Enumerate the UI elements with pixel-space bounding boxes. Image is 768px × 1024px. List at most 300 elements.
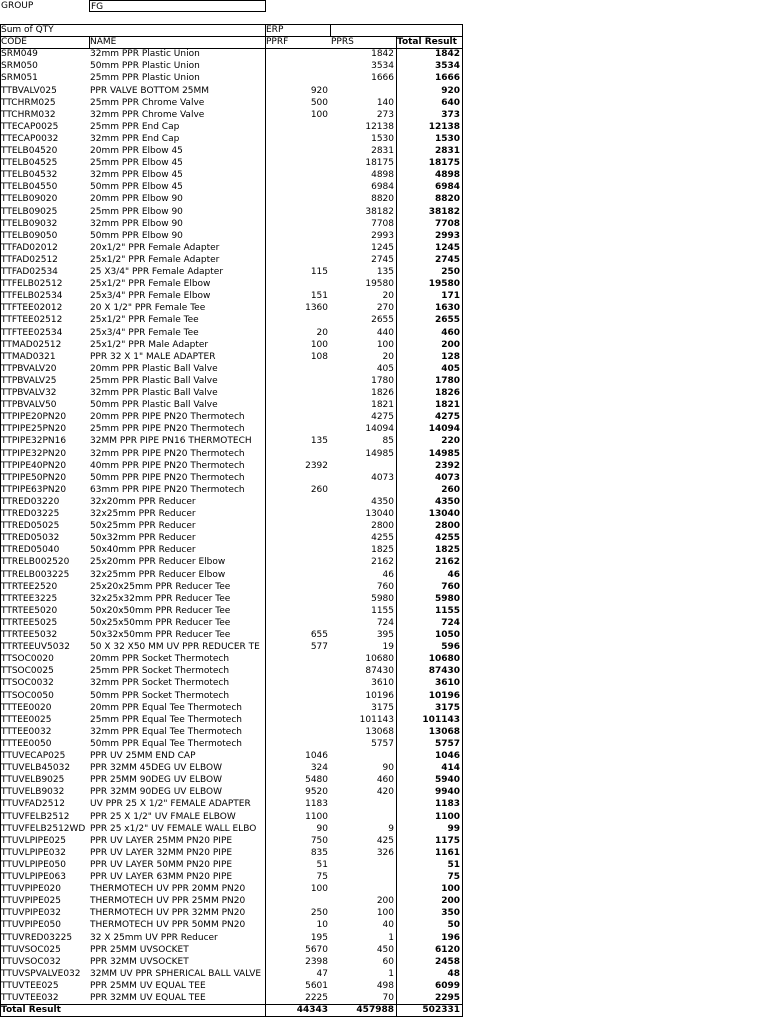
row-pprf-qty: 5601	[305, 980, 328, 991]
row-name: 32 X 25mm UV PPR Reducer	[90, 932, 218, 943]
row-total-qty: 724	[441, 617, 460, 628]
row-name: 25mm PPR Plastic Union	[90, 73, 200, 84]
row-pprf-qty	[265, 363, 330, 375]
row-name: 32mm PPR End Cap	[90, 133, 180, 144]
row-pprs-qty: 46	[382, 569, 394, 580]
row-name: 25mm PPR Equal Tee Thermotech	[90, 714, 242, 725]
row-pprf-qty	[265, 665, 330, 677]
row-total-qty: 920	[441, 85, 460, 96]
row-pprf-qty	[265, 508, 330, 520]
row-pprs-qty: 70	[382, 993, 394, 1003]
row-pprs-qty: 1842	[371, 49, 394, 60]
row-pprs-qty	[330, 871, 396, 883]
row-pprs-qty: 13040	[365, 509, 394, 519]
column-header-total: Total Result	[397, 37, 457, 48]
row-code: TTUVFELB2512	[1, 811, 70, 822]
row-code: TTELB04532	[1, 170, 58, 181]
row-name: 25x1/2" PPR Male Adapter	[90, 339, 209, 350]
row-name: 32mm PPR Plastic Ball Valve	[90, 388, 218, 398]
row-pprs-qty	[330, 750, 396, 762]
row-name: 20mm PPR Elbow 90	[90, 194, 183, 205]
row-total-qty: 46	[447, 569, 460, 580]
row-total-qty: 2458	[434, 956, 460, 967]
row-name: PPR 32 X 1" MALE ADAPTER	[90, 351, 216, 362]
row-name: 25mm PPR End Cap	[90, 121, 180, 132]
row-pprs-qty: 460	[376, 775, 394, 786]
row-total-qty: 87430	[428, 666, 460, 677]
row-total-qty: 101143	[422, 714, 460, 725]
row-code: TTUVFAD2512	[1, 799, 65, 810]
row-name: 32x25x32mm PPR Reducer Tee	[90, 593, 231, 604]
row-pprs-qty: 12138	[365, 121, 394, 132]
row-name: PPR 25 x1/2" UV FEMALE WALL ELBO	[90, 823, 257, 834]
row-code: TTUVELB9025	[1, 775, 65, 786]
row-pprf-qty: 75	[316, 872, 328, 882]
row-total-qty: 260	[441, 484, 460, 495]
row-pprf-qty	[265, 387, 330, 399]
row-code: TTBVALV025	[1, 85, 57, 96]
row-pprf-qty	[265, 617, 330, 629]
row-code: TTECAP0032	[1, 133, 59, 144]
row-pprs-qty: 2993	[371, 230, 394, 241]
row-code: TTTEE0025	[1, 714, 52, 725]
row-pprs-qty: 273	[376, 109, 394, 120]
row-pprf-qty	[265, 653, 330, 665]
row-pprf-qty	[265, 738, 330, 750]
row-pprf-qty	[265, 581, 330, 593]
row-code: TTPIPE20PN20	[1, 412, 67, 423]
row-pprs-qty: 4350	[371, 496, 394, 507]
row-code: TTRED03220	[1, 496, 60, 507]
row-pprf-qty	[265, 677, 330, 689]
row-name: 25mm PPR Plastic Ball Valve	[90, 375, 218, 386]
row-total-qty: 405	[441, 363, 460, 374]
row-pprf-qty: 835	[310, 847, 328, 858]
row-pprf-qty	[265, 72, 330, 84]
row-pprf-qty: 20	[316, 327, 328, 338]
row-name: 50mm PPR Equal Tee Thermotech	[90, 738, 242, 749]
row-total-qty: 12138	[428, 121, 460, 132]
row-pprs-qty: 60	[382, 956, 394, 967]
row-name: 32x20mm PPR Reducer	[90, 496, 196, 507]
row-pprs-qty: 100	[376, 908, 394, 919]
row-total-qty: 6099	[434, 980, 460, 991]
row-code: TTSOC0020	[1, 654, 54, 665]
row-total-qty: 38182	[428, 206, 460, 217]
row-name: PPR UV LAYER 50MM PN20 PIPE	[90, 859, 233, 870]
row-pprs-qty	[330, 460, 396, 472]
row-total-qty: 1842	[434, 49, 460, 60]
row-name: 50mm PPR Plastic Ball Valve	[90, 400, 218, 411]
row-pprs-qty: 440	[376, 327, 394, 338]
grand-total-label: Total Result	[1, 1005, 61, 1016]
row-name: 25x3/4" PPR Female Elbow	[90, 291, 211, 302]
row-code: TTFELB02534	[1, 291, 63, 302]
row-total-qty: 250	[441, 267, 460, 277]
row-code: TTRELB002520	[1, 557, 70, 568]
row-code: TTPIPE63PN20	[1, 484, 67, 495]
row-pprs-qty: 1	[388, 932, 394, 943]
row-pprs-qty: 2745	[371, 254, 394, 265]
row-total-qty: 4350	[434, 496, 460, 507]
row-pprs-qty: 1825	[371, 545, 394, 556]
row-name: 20mm PPR Elbow 45	[90, 146, 183, 156]
row-pprs-qty: 4073	[371, 472, 394, 483]
grand-total-pprf: 44343	[296, 1005, 328, 1016]
row-name: 25mm PPR Elbow 90	[90, 206, 183, 217]
row-pprf-qty: 100	[310, 109, 328, 120]
row-pprs-qty: 760	[376, 581, 394, 592]
row-name: 32mm PPR Plastic Union	[90, 49, 200, 60]
row-total-qty: 2831	[434, 146, 460, 156]
row-total-qty: 1825	[434, 545, 460, 556]
row-pprf-qty	[265, 133, 330, 145]
row-code: TTUVFELB2512WD	[1, 823, 86, 834]
row-total-qty: 596	[441, 642, 460, 653]
row-total-qty: 6984	[434, 182, 460, 193]
row-code: TTUVLPIPE050	[1, 859, 66, 870]
row-total-qty: 10680	[428, 654, 460, 665]
row-name: THERMOTECH UV PPR 50MM PN20	[90, 920, 246, 931]
row-pprf-qty: 135	[310, 436, 328, 447]
row-pprs-qty: 101143	[359, 714, 394, 725]
row-code: TTUVSOC032	[1, 956, 61, 967]
row-total-qty: 4275	[434, 412, 460, 423]
row-code: TTFTEE02512	[1, 315, 63, 326]
row-pprf-qty	[265, 169, 330, 181]
row-pprs-qty	[330, 859, 396, 871]
row-total-qty: 2745	[434, 254, 460, 265]
row-name: 50x25mm PPR Reducer	[90, 521, 196, 532]
row-total-qty: 1245	[434, 242, 460, 253]
row-pprs-qty	[330, 883, 396, 895]
row-pprs-qty: 9	[388, 823, 394, 834]
row-pprs-qty: 405	[376, 363, 394, 374]
row-code: TTELB09020	[1, 194, 58, 205]
row-name: 25x1/2" PPR Female Adapter	[90, 254, 220, 265]
row-name: PPR 32MM UV EQUAL TEE	[90, 993, 206, 1003]
row-pprf-qty	[265, 375, 330, 387]
row-name: 25mm PPR PIPE PN20 Thermotech	[90, 424, 245, 435]
row-pprs-qty: 5980	[371, 593, 394, 604]
row-pprs-qty: 4275	[371, 412, 394, 423]
row-name: 50mm PPR Plastic Union	[90, 61, 200, 72]
row-total-qty: 1826	[434, 388, 460, 398]
row-total-qty: 2392	[434, 460, 460, 471]
row-pprs-qty: 87430	[365, 666, 394, 677]
row-name: 32MM UV PPR SPHERICAL BALL VALVE	[90, 968, 262, 979]
row-code: TTELB09032	[1, 218, 58, 229]
row-code: TTRELB003225	[1, 569, 70, 580]
row-pprs-qty: 1666	[371, 73, 394, 84]
row-total-qty: 48	[447, 968, 460, 979]
row-total-qty: 1100	[434, 811, 460, 822]
row-total-qty: 760	[441, 581, 460, 592]
row-code: TTSOC0025	[1, 666, 54, 677]
row-pprf-qty	[265, 726, 330, 738]
erp-box-top	[330, 24, 462, 25]
row-pprf-qty	[265, 520, 330, 532]
row-name: 50 X 32 X50 MM UV PPR REDUCER TE	[90, 642, 260, 653]
row-pprf-qty	[265, 278, 330, 290]
row-pprf-qty	[265, 593, 330, 605]
row-pprs-qty: 2831	[371, 146, 394, 156]
row-total-qty: 1155	[434, 605, 460, 616]
row-pprf-qty	[265, 206, 330, 218]
row-total-qty: 4898	[434, 170, 460, 181]
row-pprs-qty: 38182	[365, 206, 394, 217]
row-pprs-qty: 18175	[365, 158, 394, 169]
row-name: 32mm PPR Socket Thermotech	[90, 678, 230, 689]
row-pprf-qty	[265, 532, 330, 544]
row-name: 20x1/2" PPR Female Adapter	[90, 242, 220, 253]
filter-value-field[interactable]: FG	[89, 0, 266, 12]
row-name: 25x3/4" PPR Female Tee	[90, 327, 199, 338]
row-total-qty: 1161	[434, 847, 460, 858]
row-pprs-qty: 7708	[371, 218, 394, 229]
table-border-bottom	[0, 1016, 463, 1017]
row-name: PPR 32MM 45DEG UV ELBOW	[90, 763, 223, 774]
row-code: TTUVLPIPE032	[1, 847, 66, 858]
row-code: TTRTEE5020	[1, 605, 58, 616]
row-pprs-qty: 13068	[365, 726, 394, 737]
row-pprs-qty	[330, 811, 396, 823]
row-name: 50x20x50mm PPR Reducer Tee	[90, 605, 231, 616]
row-pprs-qty: 270	[376, 303, 394, 314]
row-pprs-qty: 2655	[371, 315, 394, 326]
row-code: SRM051	[1, 73, 38, 84]
row-pprf-qty: 90	[316, 823, 328, 834]
row-pprf-qty: 2398	[305, 956, 328, 967]
row-pprf-qty: 920	[310, 85, 328, 96]
row-name: 25x1/2" PPR Female Elbow	[90, 279, 211, 290]
row-code: TTRTEE5032	[1, 630, 58, 640]
row-total-qty: 1175	[434, 835, 460, 846]
row-total-qty: 18175	[428, 158, 460, 169]
row-pprs-qty: 140	[376, 97, 394, 108]
row-total-qty: 1046	[434, 751, 460, 761]
row-pprs-qty: 1245	[371, 242, 394, 253]
row-total-qty: 2800	[434, 521, 460, 532]
row-pprf-qty	[265, 569, 330, 581]
row-pprf-qty	[265, 121, 330, 133]
row-total-qty: 350	[441, 908, 460, 919]
row-pprs-qty: 90	[382, 763, 394, 774]
row-name: 32x25mm PPR Reducer	[90, 509, 196, 519]
row-total-qty: 1530	[434, 133, 460, 144]
row-code: TTUVLPIPE025	[1, 835, 66, 846]
row-pprf-qty	[265, 145, 330, 157]
row-pprf-qty	[265, 60, 330, 72]
row-pprf-qty: 260	[310, 484, 328, 495]
row-code: TTUVSOC025	[1, 944, 61, 955]
row-pprs-qty: 40	[382, 920, 394, 931]
row-total-qty: 640	[441, 97, 460, 108]
row-code: TTUVELB9032	[1, 787, 65, 798]
row-total-qty: 7708	[434, 218, 460, 229]
row-pprf-qty: 2225	[305, 993, 328, 1003]
column-divider-name-header	[89, 36, 90, 48]
row-name: UV PPR 25 X 1/2" FEMALE ADAPTER	[90, 799, 251, 810]
row-code: TTUVTEE025	[1, 980, 59, 991]
row-total-qty: 50	[447, 920, 460, 931]
row-code: TTUVPIPE020	[1, 884, 61, 895]
row-pprf-qty: 250	[310, 908, 328, 919]
row-total-qty: 5980	[434, 593, 460, 604]
column-header-name: NAME	[90, 37, 117, 48]
row-pprs-qty: 20	[382, 351, 394, 362]
row-code: TTFELB02512	[1, 279, 63, 290]
row-name: 63mm PPR PIPE PN20 Thermotech	[90, 484, 245, 495]
row-pprf-qty: 750	[310, 835, 328, 846]
row-name: PPR 25 X 1/2" UV FMALE ELBOW	[90, 811, 236, 822]
row-code: TTUVELB45032	[1, 763, 71, 774]
table-border-right	[462, 24, 463, 1017]
row-code: TTRTEE5025	[1, 617, 58, 628]
row-code: SRM050	[1, 61, 38, 72]
row-total-qty: 8820	[434, 194, 460, 205]
row-total-qty: 51	[447, 859, 460, 870]
row-name: 25mm PPR Elbow 45	[90, 158, 183, 169]
row-total-qty: 1183	[434, 799, 460, 810]
row-total-qty: 14094	[428, 424, 460, 435]
row-total-qty: 460	[441, 327, 460, 338]
row-pprs-qty: 1	[388, 968, 394, 979]
row-pprf-qty: 108	[310, 351, 328, 362]
row-code: TTFAD02534	[1, 267, 58, 277]
row-code: TTUVSPVALVE032	[1, 968, 81, 979]
row-total-qty: 13040	[428, 509, 460, 519]
row-pprf-qty: 100	[310, 339, 328, 350]
row-code: TTRED03225	[1, 509, 60, 519]
row-pprf-qty: 1046	[305, 751, 328, 761]
row-pprf-qty	[265, 605, 330, 617]
row-pprf-qty: 9520	[305, 787, 328, 798]
row-total-qty: 373	[441, 109, 460, 120]
row-pprs-qty: 1780	[371, 375, 394, 386]
row-pprf-qty: 324	[310, 763, 328, 774]
row-pprs-qty: 395	[376, 630, 394, 640]
row-pprs-qty: 724	[376, 617, 394, 628]
row-name: PPR UV LAYER 32MM PN20 PIPE	[90, 847, 233, 858]
row-total-qty: 1630	[434, 303, 460, 314]
row-code: TTCHRM025	[1, 97, 56, 108]
row-total-qty: 6120	[434, 944, 460, 955]
row-code: TTELB09025	[1, 206, 58, 217]
row-pprf-qty	[265, 448, 330, 460]
row-pprs-qty: 1155	[371, 605, 394, 616]
row-total-qty: 414	[441, 763, 460, 774]
row-name: PPR 32MM 90DEG UV ELBOW	[90, 787, 223, 798]
row-pprf-qty: 655	[310, 630, 328, 640]
row-pprs-qty: 135	[376, 267, 394, 277]
row-name: 32mm PPR Chrome Valve	[90, 109, 205, 120]
row-total-qty: 200	[441, 339, 460, 350]
row-name: 32x25mm PPR Reducer Elbow	[90, 569, 226, 580]
row-name: 32mm PPR Elbow 90	[90, 218, 183, 229]
row-total-qty: 1821	[434, 400, 460, 411]
row-total-qty: 100	[441, 884, 460, 895]
column-divider-erp	[265, 24, 266, 1016]
row-name: 50mm PPR Socket Thermotech	[90, 690, 230, 701]
row-code: TTRED05032	[1, 533, 60, 544]
row-pprf-qty: 500	[310, 97, 328, 108]
row-pprf-qty	[265, 218, 330, 230]
row-pprs-qty: 4255	[371, 533, 394, 544]
row-total-qty: 1780	[434, 375, 460, 386]
header-divider	[0, 36, 462, 37]
row-pprf-qty	[265, 895, 330, 907]
row-total-qty: 3175	[434, 702, 460, 713]
measure-label: Sum of QTY	[1, 25, 54, 35]
row-total-qty: 5757	[434, 738, 460, 749]
column-field-label: ERP	[266, 25, 284, 35]
row-pprs-qty: 14094	[365, 424, 394, 435]
row-name: 25x20x25mm PPR Reducer Tee	[90, 581, 231, 592]
row-pprs-qty: 19	[382, 642, 394, 653]
row-code: TTFTEE02012	[1, 303, 63, 314]
row-pprf-qty: 1100	[305, 811, 328, 822]
row-total-qty: 171	[441, 291, 460, 302]
row-name: 32mm PPR PIPE PN20 Thermotech	[90, 448, 245, 459]
row-code: TTUVLPIPE063	[1, 872, 66, 882]
row-code: TTECAP0025	[1, 121, 59, 132]
row-name: 20 X 1/2" PPR Female Tee	[90, 303, 206, 314]
row-name: THERMOTECH UV PPR 32MM PN20	[90, 908, 246, 919]
row-code: TTUVPIPE025	[1, 896, 61, 907]
row-pprs-qty: 8820	[371, 194, 394, 205]
row-name: PPR UV LAYER 63MM PN20 PIPE	[90, 872, 233, 882]
row-pprs-qty: 10196	[365, 690, 394, 701]
column-divider-total	[396, 36, 397, 1016]
row-pprf-qty	[265, 423, 330, 435]
row-total-qty: 4073	[434, 472, 460, 483]
row-code: TTRTEEUV5032	[1, 642, 70, 653]
row-code: TTPIPE32PN16	[1, 436, 67, 447]
row-name: 40mm PPR PIPE PN20 Thermotech	[90, 460, 245, 471]
grand-total-pprs: 457988	[356, 1005, 394, 1016]
row-name: 25x20mm PPR Reducer Elbow	[90, 557, 226, 568]
row-pprs-qty: 1826	[371, 388, 394, 398]
row-name: 50x32x50mm PPR Reducer Tee	[90, 630, 231, 640]
row-pprf-qty	[265, 690, 330, 702]
row-pprs-qty	[330, 85, 396, 97]
row-pprf-qty: 10	[316, 920, 328, 931]
row-pprf-qty	[265, 411, 330, 423]
row-pprf-qty	[265, 242, 330, 254]
row-code: TTUVPIPE050	[1, 920, 61, 931]
row-code: TTMAD0321	[1, 351, 56, 362]
row-code: TTRTEE2520	[1, 581, 58, 592]
row-code: TTPIPE50PN20	[1, 472, 67, 483]
row-name: 50x40mm PPR Reducer	[90, 545, 196, 556]
row-name: 25x1/2" PPR Female Tee	[90, 315, 199, 326]
row-pprf-qty	[265, 702, 330, 714]
row-pprs-qty	[330, 798, 396, 810]
row-pprs-qty: 326	[376, 847, 394, 858]
row-pprs-qty: 10680	[365, 654, 394, 665]
row-name: 32MM PPR PIPE PN16 THERMOTECH	[90, 436, 252, 447]
row-code: TTMAD02512	[1, 339, 62, 350]
row-pprf-qty	[265, 556, 330, 568]
row-pprs-qty: 85	[382, 436, 394, 447]
row-pprf-qty	[265, 714, 330, 726]
row-pprs-qty: 2800	[371, 521, 394, 532]
row-pprf-qty: 100	[310, 884, 328, 895]
row-total-qty: 128	[441, 351, 460, 362]
row-total-qty: 200	[441, 896, 460, 907]
row-name: PPR 32MM UVSOCKET	[90, 956, 189, 967]
